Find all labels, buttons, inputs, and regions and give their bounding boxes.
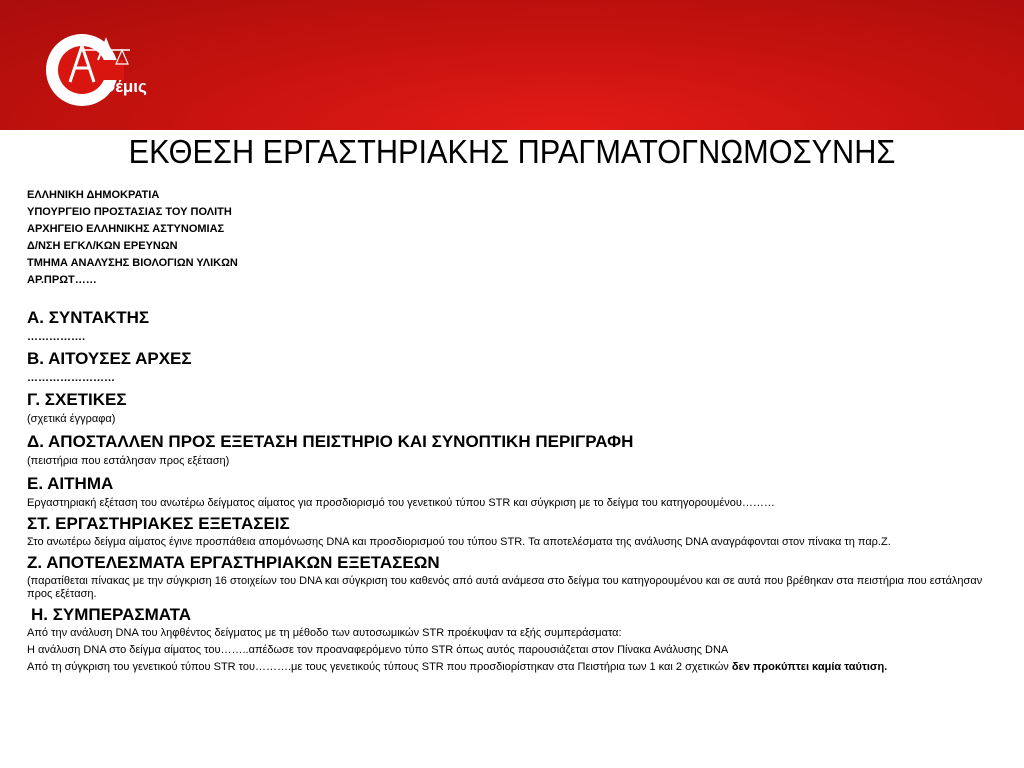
section-h-heading: Η. ΣΥΜΠΕΡΑΣΜΑΤΑ (31, 605, 192, 624)
conclusion-paragraph: Από την ανάλυση DNA του ληφθέντος δείγματος με τη μέθοδο των αυτοσωμικών STR προέκυψαν τα εξής συμπεράσματα: (27, 627, 622, 639)
section-b-text: …………………… (27, 372, 115, 384)
section-e-text: Εργαστηριακή εξέταση του ανωτέρω δείγματος αίματος για προσδιορισμό του γενετικού τύπου STR και σύγκριση με το δείγμα του κατηγορουμένου……… (27, 497, 775, 509)
themis-logo-icon (44, 20, 164, 120)
header-line: ΑΡ.ΠΡΩΤ…… (27, 274, 97, 286)
section-a-heading: Α. ΣΥΝΤΑΚΤΗΣ (27, 308, 150, 327)
section-e-heading: Ε. ΑΙΤΗΜΑ (27, 474, 114, 493)
section-z-heading: Ζ. ΑΠΟΤΕΛΕΣΜΑΤΑ ΕΡΓΑΣΤΗΡΙΑΚΩΝ ΕΞΕΤΑΣΕΩΝ (27, 553, 440, 572)
conclusion-bold-text: δεν προκύπτει καμία ταύτιση. (731, 661, 888, 673)
header-line: ΥΠΟΥΡΓΕΙΟ ΠΡΟΣΤΑΣΙΑΣ ΤΟΥ ΠΟΛΙΤΗ (27, 206, 232, 218)
themis-logo (44, 20, 164, 120)
issuer-block (27, 187, 997, 289)
section-d-text: (πειστήρια που εστάλησαν προς εξέταση) (27, 455, 230, 467)
conclusion-paragraph: Η ανάλυση DNA στο δείγμα αίματος του……..απέδωσε τον προαναφερόμενο τύπο STR όπως αυτός παρουσιάζεται στον Πίνακα Ανάλυσης DNA (27, 644, 729, 656)
header-line: ΑΡΧΗΓΕΙΟ ΕΛΛΗΝΙΚΗΣ ΑΣΤΥΝΟΜΙΑΣ (27, 223, 225, 235)
document-body (27, 187, 997, 674)
header-line: ΤΜΗΜΑ ΑΝΑΛΥΣΗΣ ΒΙΟΛΟΓΙΩΝ ΥΛΙΚΩΝ (27, 257, 238, 269)
section-z-text: (παρατίθεται πίνακας με την σύγκριση 16 στοιχείων του DNA και σύγκριση του καθενός από αυτά ανάμεσα στο δείγμα του κατηγορουμένου και σε αυτά που βρέθηκαν στα πειστήρια που εστάλησαν προς εξέταση. (27, 575, 983, 600)
section-d-heading: Δ. ΑΠΟΣΤΑΛΛΕΝ ΠΡΟΣ ΕΞΕΤΑΣΗ ΠΕΙΣΤΗΡΙΟ ΚΑΙ ΣΥΝΟΠΤΙΚΗ ΠΕΡΙΓΡΑΦΗ (27, 432, 634, 451)
header-line: ΕΛΛΗΝΙΚΗ ΔΗΜΟΚΡΑΤΙΑ (27, 189, 160, 201)
svg-text:Θέμις: Θέμις (102, 77, 147, 96)
section-st-heading: ΣΤ. ΕΡΓΑΣΤΗΡΙΑΚΕΣ ΕΞΕΤΑΣΕΙΣ (27, 514, 290, 533)
section-a-text: ……………. (27, 331, 86, 343)
section-c-text: (σχετικά έγγραφα) (27, 413, 116, 425)
page-title: ΕΚΘΕΣΗ ΕΡΓΑΣΤΗΡΙΑΚΗΣ ΠΡΑΓΜΑΤΟΓΝΩΜΟΣΥΝΗΣ (128, 133, 896, 170)
section-st-text: Στο ανωτέρω δείγμα αίματος έγινε προσπάθεια απομόνωσης DNA και προσδιορισμού του τύπου STR. Τα αποτελέσματα της ανάλυσης DNA αναγράφονται στον πίνακα τη παρ.Ζ. (27, 536, 891, 548)
section-c-heading: Γ. ΣΧΕΤΙΚΕΣ (27, 390, 127, 409)
conclusion-text: Από τη σύγκριση του γενετικού τύπου STR του……….με τους γενετικούς τύπους STR που προσδιορίστηκαν στα Πειστήρια των 1 και 2 σχετικών (27, 661, 732, 673)
conclusion-paragraph (27, 661, 997, 674)
section-b-heading: Β. ΑΙΤΟΥΣΕΣ ΑΡΧΕΣ (27, 349, 192, 368)
header-line: Δ/ΝΣΗ ΕΓΚΛ/ΚΩΝ ΕΡΕΥΝΩΝ (27, 240, 178, 252)
header-banner (0, 0, 1024, 130)
